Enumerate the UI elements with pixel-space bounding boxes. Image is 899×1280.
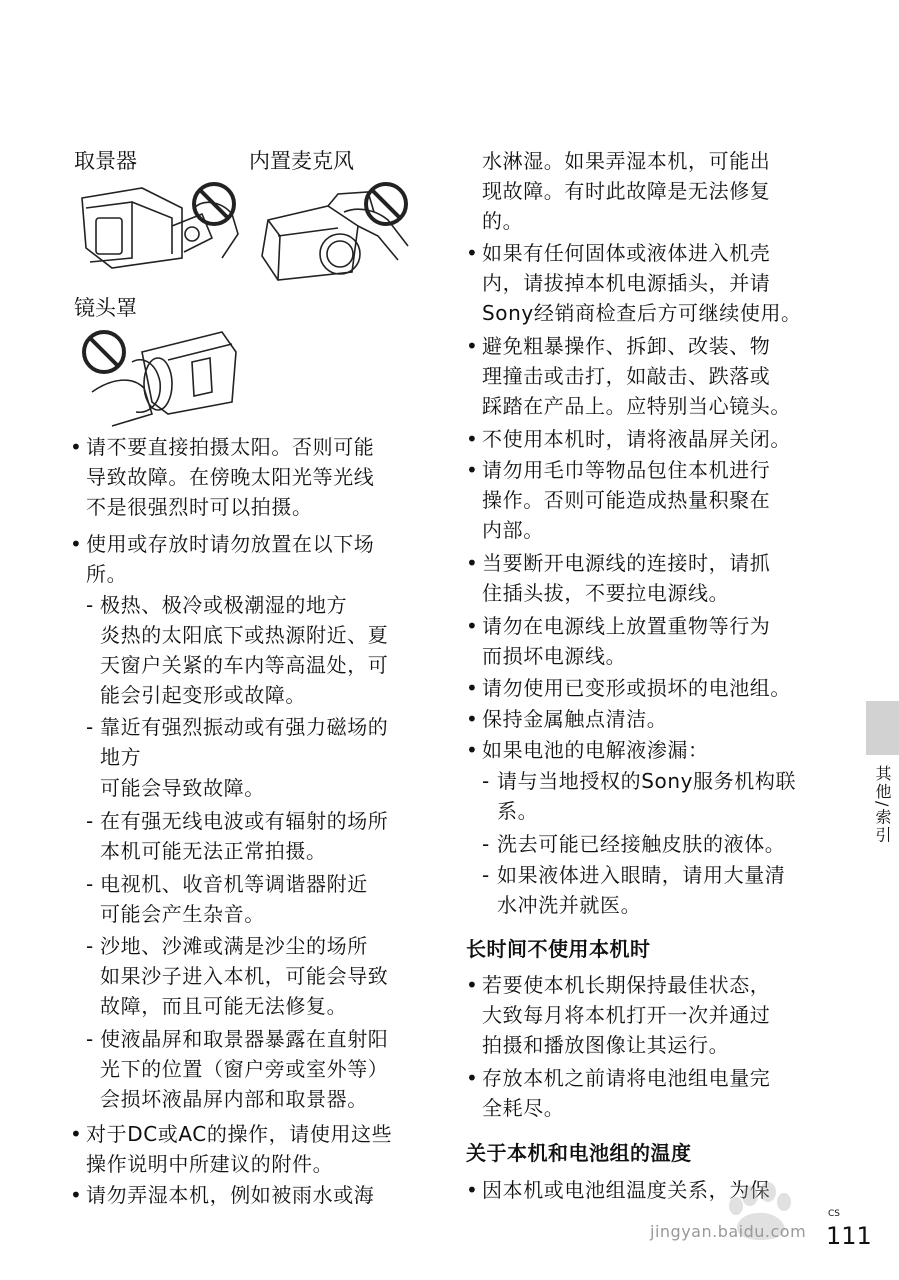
page-number: 111: [826, 1222, 872, 1250]
text-line: 请与当地授权的Sony服务机构联: [497, 769, 797, 793]
viewfinder-label: 取景器: [74, 149, 137, 173]
mic-label: 内置麦克风: [249, 149, 354, 173]
text-line: 对于DC或AC的操作，请使用这些: [86, 1122, 393, 1146]
bullet: •: [70, 435, 82, 459]
text-line: 天窗户关紧的车内等高温处，可: [100, 653, 389, 677]
text-line: 光下的位置（窗户旁或室外等）: [100, 1057, 389, 1081]
text-line: 靠近有强烈振动或有强力磁场的: [100, 715, 389, 739]
text-line: 全耗尽。: [482, 1096, 565, 1120]
bullet: •: [466, 241, 478, 265]
dash: -: [86, 593, 94, 617]
text-line: 使液晶屏和取景器暴露在直射阳: [100, 1027, 389, 1051]
text-line: 避免粗暴操作、拆卸、改装、物: [482, 334, 771, 358]
bullet: •: [466, 334, 478, 358]
bullet: •: [466, 551, 478, 575]
dash: -: [86, 934, 94, 958]
text-line: 可能会导致故障。: [100, 776, 265, 800]
bullet: •: [70, 1183, 82, 1207]
bullet: •: [466, 1066, 478, 1090]
prohibited-icon: [372, 190, 400, 218]
section-heading-long-term-storage: 长时间不使用本机时: [466, 937, 651, 961]
text-line: 存放本机之前请将电池组电量完: [482, 1066, 771, 1090]
text-line: 当要断开电源线的连接时，请抓: [482, 551, 771, 575]
viewfinder-illustration: [72, 178, 242, 278]
text-line: 使用或存放时请勿放置在以下场: [86, 532, 375, 556]
side-tab-marker: [866, 701, 899, 755]
prohibited-icon: [200, 190, 228, 218]
prohibited-icon: [90, 338, 118, 366]
text-line: 踩踏在产品上。应特别当心镜头。: [482, 394, 791, 418]
bullet: •: [466, 427, 478, 451]
text-line: 会损坏液晶屏内部和取景器。: [100, 1087, 368, 1111]
bullet: •: [466, 614, 478, 638]
text-line: 系。: [497, 799, 539, 823]
text-line: 请勿使用已变形或损坏的电池组。: [482, 676, 791, 700]
text-line: 导致故障。在傍晚太阳光等光线: [86, 465, 375, 489]
bullet: •: [466, 707, 478, 731]
text-line: 可能会产生杂音。: [100, 902, 265, 926]
text-line: 不使用本机时，请将液晶屏关闭。: [482, 427, 791, 451]
text-line: 极热、极冷或极潮湿的地方: [100, 593, 348, 617]
bullet: •: [466, 1178, 478, 1202]
text-line: 请勿弄湿本机，例如被雨水或海: [86, 1183, 375, 1207]
text-line: 操作。否则可能造成热量积聚在: [482, 488, 771, 512]
bullet: •: [70, 1122, 82, 1146]
dash: -: [482, 832, 490, 856]
watermark-text: jingyan.baidu.com: [650, 1222, 807, 1241]
microphone-illustration: [248, 176, 418, 286]
text-line: 不是很强烈时可以拍摄。: [86, 495, 313, 519]
side-tab-label: 其他/索引: [873, 765, 892, 845]
bullet: •: [466, 458, 478, 482]
dash: -: [86, 715, 94, 739]
text-line: 住插头拔，不要拉电源线。: [482, 581, 730, 605]
lens-hood-illustration: [72, 322, 242, 427]
dash: -: [482, 769, 490, 793]
text-line: 在有强无线电波或有辐射的场所: [100, 809, 389, 833]
text-line: 的。: [482, 209, 524, 233]
text-line: 理撞击或击打，如敲击、跌落或: [482, 364, 771, 388]
text-line: 炎热的太阳底下或热源附近、夏: [100, 623, 389, 647]
text-line: 如果液体进入眼睛，请用大量清: [497, 863, 786, 887]
text-line: 请勿用毛巾等物品包住本机进行: [482, 458, 771, 482]
text-line: 而损坏电源线。: [482, 644, 627, 668]
language-code: CS: [828, 1209, 840, 1219]
bullet: •: [70, 532, 82, 556]
text-line: 如果电池的电解液渗漏：: [482, 738, 709, 762]
dash: -: [482, 863, 490, 887]
text-line: 请不要直接拍摄太阳。否则可能: [86, 435, 375, 459]
text-line: 内，请拔掉本机电源插头，并请: [482, 271, 771, 295]
text-line: 大致每月将本机打开一次并通过: [482, 1003, 771, 1027]
text-line: 现故障。有时此故障是无法修复: [482, 179, 771, 203]
text-line: 洗去可能已经接触皮肤的液体。: [497, 832, 786, 856]
text-line: 拍摄和播放图像让其运行。: [482, 1033, 730, 1057]
text-line: 内部。: [482, 518, 544, 542]
text-line: 故障，而且可能无法修复。: [100, 994, 348, 1018]
text-line: 沙地、沙滩或满是沙尘的场所: [100, 934, 368, 958]
text-line: 能会引起变形或故障。: [100, 683, 306, 707]
text-line: 所。: [86, 562, 128, 586]
dash: -: [86, 872, 94, 896]
text-line: 水淋湿。如果弄湿本机，可能出: [482, 149, 771, 173]
text-line: Sony经销商检查后方可继续使用。: [482, 301, 802, 325]
bullet: •: [466, 973, 478, 997]
text-line: 若要使本机长期保持最佳状态，: [482, 973, 771, 997]
lens-hood-label: 镜头罩: [74, 296, 137, 320]
dash: -: [86, 1027, 94, 1051]
text-line: 因本机或电池组温度关系，为保: [482, 1178, 771, 1202]
bullet: •: [466, 676, 478, 700]
text-line: 电视机、收音机等调谐器附近: [100, 872, 368, 896]
text-line: 如果沙子进入本机，可能会导致: [100, 964, 389, 988]
section-heading-temperature: 关于本机和电池组的温度: [466, 1141, 692, 1165]
text-line: 本机可能无法正常拍摄。: [100, 839, 327, 863]
text-line: 如果有任何固体或液体进入机壳: [482, 241, 771, 265]
text-line: 操作说明中所建议的附件。: [86, 1152, 334, 1176]
text-line: 请勿在电源线上放置重物等行为: [482, 614, 771, 638]
text-line: 地方: [100, 745, 142, 769]
bullet: •: [466, 738, 478, 762]
dash: -: [86, 809, 94, 833]
text-line: 保持金属触点清洁。: [482, 707, 668, 731]
text-line: 水冲洗并就医。: [497, 893, 642, 917]
